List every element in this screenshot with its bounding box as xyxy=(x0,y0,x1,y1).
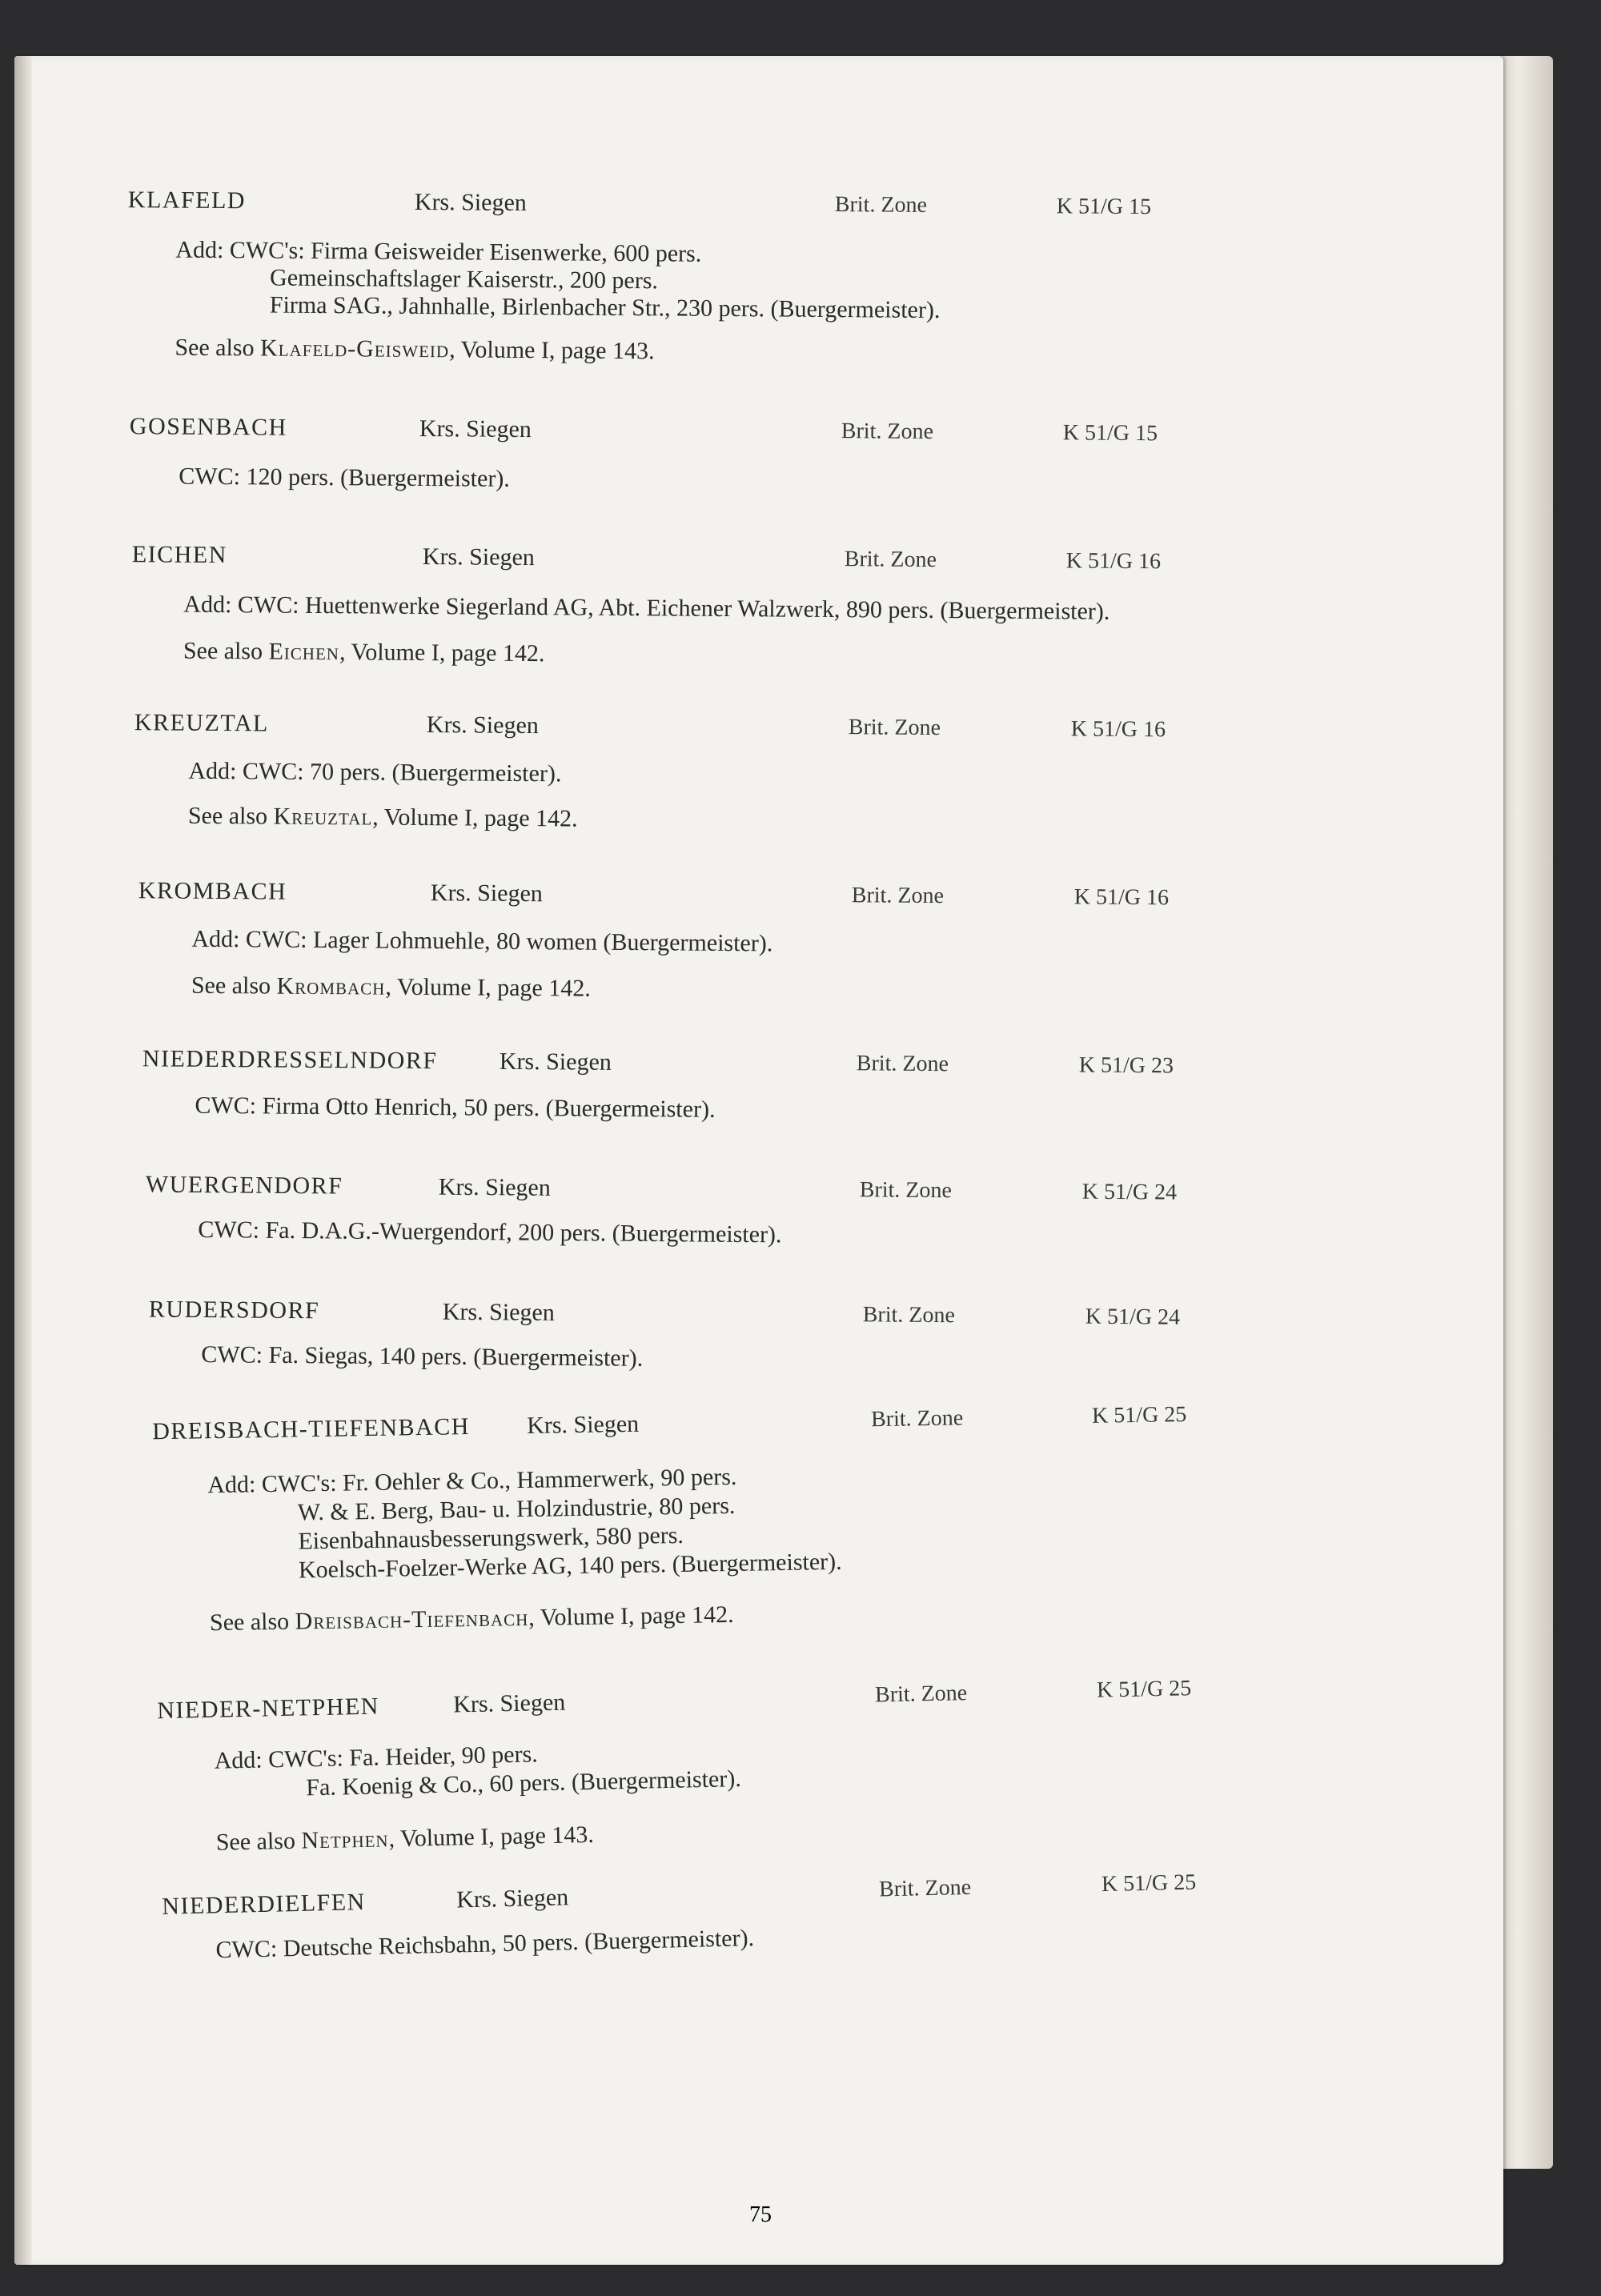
see-also-name: Krombach xyxy=(276,972,386,1000)
zone: Brit. Zone xyxy=(844,547,937,573)
place-name: RUDERSDORF xyxy=(148,1296,320,1324)
zone: Brit. Zone xyxy=(851,883,945,909)
entry-line: Firma SAG., Jahnhalle, Birlenbacher Str., 230 pers. (Buergermeister). xyxy=(269,291,941,324)
place-name: GOSENBACH xyxy=(129,413,287,441)
entries-list xyxy=(14,56,1503,2265)
entry-line: Add: CWC's: Fr. Oehler & Co., Hammerwerk, 90 pers. xyxy=(207,1463,737,1499)
see-also-line xyxy=(210,1601,734,1637)
see-also-line xyxy=(183,638,545,668)
place-name: DREISBACH-TIEFENBACH xyxy=(151,1413,471,1445)
see-also-name: Eichen xyxy=(268,638,340,666)
entry-line: Eisenbahnausbesserungswerk, 580 pers. xyxy=(298,1521,684,1555)
entry-dreisbach-tiefenbach xyxy=(14,1397,1503,1637)
district: Krs. Siegen xyxy=(430,880,543,908)
place-name: KROMBACH xyxy=(138,877,287,905)
entry-niederdresselndorf xyxy=(14,1044,1503,1123)
zone: Brit. Zone xyxy=(874,1681,968,1708)
map-reference: K 51/G 16 xyxy=(1070,716,1166,743)
entry-line: CWC: 120 pers. (Buergermeister). xyxy=(179,463,511,492)
zone: Brit. Zone xyxy=(841,419,934,445)
zone: Brit. Zone xyxy=(862,1302,956,1328)
entry-niederdielfen xyxy=(14,1863,1503,1964)
entry-line: Add: CWC: Huettenwerke Siegerland AG, Abt. Eichener Walzwerk, 890 pers. (Buergermeister). xyxy=(183,591,1110,625)
entry-krombach xyxy=(14,876,1503,1002)
district: Krs. Siegen xyxy=(499,1048,612,1076)
see-also-prefix: See also xyxy=(187,802,268,830)
place-name: NIEDERDRESSELNDORF xyxy=(142,1045,438,1075)
district: Krs. Siegen xyxy=(422,543,535,571)
see-also-name: Klafeld-Geisweid xyxy=(259,335,450,363)
entry-line: Fa. Koenig & Co., 60 pers. (Buergermeister). xyxy=(306,1765,742,1801)
map-reference: K 51/G 25 xyxy=(1101,1869,1197,1897)
see-also-prefix: See also xyxy=(215,1827,296,1856)
district: Krs. Siegen xyxy=(438,1173,551,1201)
see-also-suffix: , Volume I, page 142. xyxy=(385,973,591,1002)
map-reference: K 51/G 15 xyxy=(1056,194,1152,220)
see-also-suffix: , Volume I, page 143. xyxy=(449,336,655,365)
see-also-name: Dreisbach-Tiefenbach xyxy=(295,1604,529,1635)
district: Krs. Siegen xyxy=(426,711,539,739)
entry-line: CWC: Deutsche Reichsbahn, 50 pers. (Buergermeister). xyxy=(215,1925,755,1964)
district: Krs. Siegen xyxy=(419,415,532,443)
entry-line: Add: CWC: Lager Lohmuehle, 80 women (Buergermeister). xyxy=(191,925,773,957)
page-number: 75 xyxy=(749,2202,772,2227)
zone: Brit. Zone xyxy=(859,1177,953,1204)
place-name: NIEDERDIELFEN xyxy=(161,1889,367,1920)
district: Krs. Siegen xyxy=(455,1884,569,1913)
place-name: KREUZTAL xyxy=(134,709,269,737)
zone: Brit. Zone xyxy=(848,715,941,741)
district: Krs. Siegen xyxy=(526,1410,640,1439)
see-also-suffix: , Volume I, page 142. xyxy=(339,639,545,667)
district: Krs. Siegen xyxy=(442,1298,555,1326)
map-reference: K 51/G 16 xyxy=(1065,548,1162,575)
see-also-prefix: See also xyxy=(191,972,271,1000)
entry-line: Add: CWC's: Fa. Heider, 90 pers. xyxy=(214,1741,539,1774)
see-also-suffix: , Volume I, page 142. xyxy=(528,1601,734,1631)
entry-kreuztal xyxy=(14,708,1503,832)
see-also-prefix: See also xyxy=(209,1608,290,1637)
book-page xyxy=(14,56,1503,2265)
entry-gosenbach xyxy=(14,412,1503,492)
zone: Brit. Zone xyxy=(870,1405,964,1432)
entry-wuergendorf xyxy=(14,1170,1503,1248)
entry-rudersdorf xyxy=(14,1295,1503,1372)
see-also-name: Netphen xyxy=(301,1825,389,1854)
see-also-line xyxy=(188,803,578,833)
map-reference: K 51/G 25 xyxy=(1096,1676,1192,1703)
entry-eichen xyxy=(14,540,1503,667)
entry-line: W. & E. Berg, Bau- u. Holzindustrie, 80 pers. xyxy=(297,1492,736,1526)
see-also-name: Kreuztal xyxy=(273,803,373,831)
map-reference: K 51/G 24 xyxy=(1081,1179,1178,1205)
see-also-prefix: See also xyxy=(175,334,255,362)
see-also-line xyxy=(191,972,591,1003)
zone: Brit. Zone xyxy=(834,192,928,218)
entry-line: Koelsch-Foelzer-Werke AG, 140 pers. (Buergermeister). xyxy=(298,1548,842,1584)
district: Krs. Siegen xyxy=(452,1689,566,1718)
place-name: NIEDER-NETPHEN xyxy=(156,1693,380,1725)
see-also-line xyxy=(175,335,654,366)
place-name: KLAFELD xyxy=(127,186,247,214)
map-reference: K 51/G 23 xyxy=(1078,1052,1174,1079)
entry-line: Gemeinschaftslager Kaiserstr., 200 pers. xyxy=(269,264,659,295)
entry-line: Add: CWC's: Firma Geisweider Eisenwerke, 600 pers. xyxy=(175,236,702,267)
district: Krs. Siegen xyxy=(414,188,527,217)
see-also-line xyxy=(215,1821,594,1857)
map-reference: K 51/G 25 xyxy=(1091,1402,1187,1428)
see-also-suffix: , Volume I, page 142. xyxy=(372,803,578,832)
place-name: EICHEN xyxy=(131,541,227,569)
map-reference: K 51/G 24 xyxy=(1085,1304,1181,1330)
map-reference: K 51/G 16 xyxy=(1073,884,1170,911)
place-name: WUERGENDORF xyxy=(145,1171,343,1200)
entry-line: CWC: Fa. Siegas, 140 pers. (Buergermeister). xyxy=(201,1341,644,1372)
see-also-suffix: , Volume I, page 143. xyxy=(388,1821,595,1853)
entry-nieder-netphen xyxy=(14,1669,1503,1856)
see-also-prefix: See also xyxy=(183,637,263,665)
entry-line: Add: CWC: 70 pers. (Buergermeister). xyxy=(188,757,562,787)
entry-line: CWC: Firma Otto Henrich, 50 pers. (Buergermeister). xyxy=(195,1092,716,1123)
zone: Brit. Zone xyxy=(856,1051,949,1077)
map-reference: K 51/G 15 xyxy=(1062,420,1158,447)
entry-line: CWC: Fa. D.A.G.-Wuergendorf, 200 pers. (Buergermeister). xyxy=(198,1216,782,1248)
entry-klafeld xyxy=(14,186,1503,365)
zone: Brit. Zone xyxy=(878,1874,972,1902)
